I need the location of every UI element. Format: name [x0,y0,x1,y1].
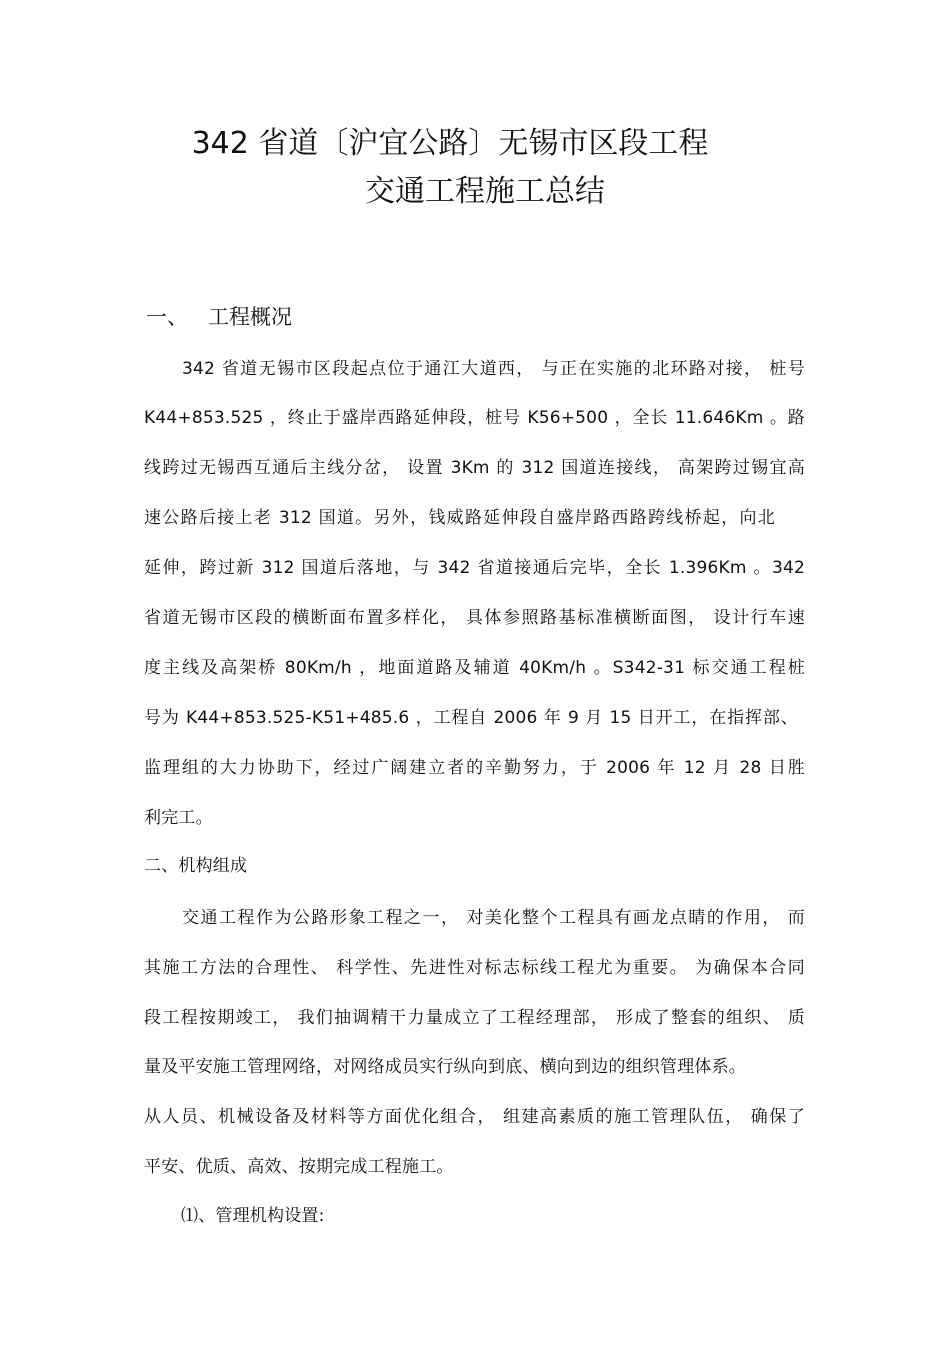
section1-number: 一、 [146,305,188,329]
paragraph-line: 监理组的大力协助下，经过广阔建立者的辛勤努力，于 2006 年 12 月 28 日胜 [144,758,805,778]
paragraph-line: 度主线及高架桥 80Km/h ，地面道路及辅道 40Km/h 。S342-31 标交通工程桩 [144,658,805,678]
paragraph-line: 省道无锡市区段的横断面布置多样化， 具体参照路基标准横断面图， 设计行车速 [144,608,805,628]
document-title-line2: 交通工程施工总结 [365,174,605,209]
paragraph-line: 段工程按期竣工， 我们抽调精干力量成立了工程经理部， 形成了整套的组织、 质 [144,1008,805,1028]
paragraph-line: 量及平安施工管理网络，对网络成员实行纵向到底、横向到边的组织管理体系。 [144,1057,746,1077]
subsection-heading: ⑴、管理机构设置: [181,1206,325,1226]
paragraph-line: 利完工。 [144,808,213,828]
section1-heading [146,304,292,330]
section2-heading: 二、机构组成 [144,856,248,876]
paragraph-line: 其施工方法的合理性、 科学性、先进性对标志标线工程尤为重要。 为确保本合同 [144,958,805,978]
document-title-line1: 342 省道〔沪宜公路〕无锡市区段工程 [191,126,709,161]
paragraph-line: 速公路后接上老 312 国道。另外，钱威路延伸段自盛岸路西路跨线桥起，向北 [144,508,775,528]
paragraph-line: 交通工程作为公路形象工程之一， 对美化整个工程具有画龙点睛的作用， 而 [182,908,805,928]
section1-title: 工程概况 [208,305,292,329]
paragraph-line: 从人员、机械设备及材料等方面优化组合， 组建高素质的施工管理队伍， 确保了 [144,1107,805,1127]
paragraph-line: 342 省道无锡市区段起点位于通江大道西， 与正在实施的北环路对接， 桩号 [182,359,805,379]
paragraph-line: 号为 K44+853.525-K51+485.6 ，工程自 2006 年 9 月 15 日开工，在指挥部、 [144,708,798,728]
paragraph-line: K44+853.525 ，终止于盛岸西路延伸段，桩号 K56+500 ，全长 11.646Km 。路 [144,408,805,428]
paragraph-line: 线跨过无锡西互通后主线分岔， 设置 3Km 的 312 国道连接线， 高架跨过锡宜高 [144,458,805,478]
paragraph-line: 平安、优质、高效、按期完成工程施工。 [144,1157,454,1177]
paragraph-line: 延伸，跨过新 312 国道后落地，与 342 省道接通后完毕，全长 1.396Km 。342 [144,558,805,578]
